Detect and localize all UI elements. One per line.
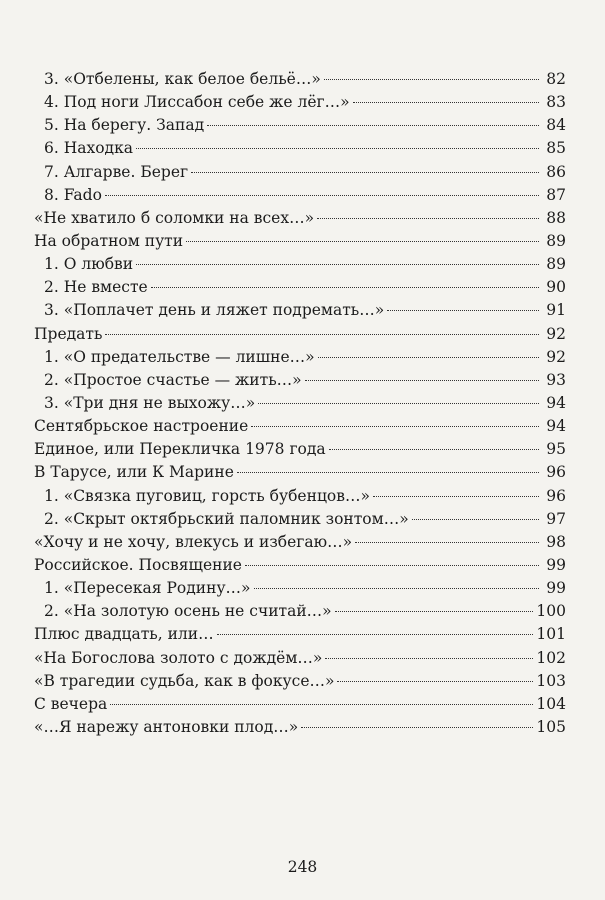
- toc-entry-title: На обратном пути: [34, 231, 184, 250]
- toc-entry-title: 8. Fado: [44, 185, 102, 204]
- toc-entry-title: 4. Под ноги Лиссабон себе же лёг…»: [44, 93, 350, 112]
- dot-leader: [245, 565, 539, 566]
- toc-entry: [34, 415, 566, 438]
- dot-leader: [207, 125, 539, 126]
- dot-leader: [237, 472, 539, 473]
- toc-entry: [34, 508, 566, 531]
- toc-entry: [34, 531, 566, 554]
- toc-entry: [34, 461, 566, 484]
- toc-entry: [34, 346, 566, 369]
- toc-entry-title: 5. На берегу. Запад: [44, 116, 205, 135]
- toc-entry-title: «Хочу и не хочу, влекусь и избегаю…»: [34, 532, 353, 551]
- toc-entry: [34, 392, 566, 415]
- toc-entry-title: 6. Находка: [44, 139, 134, 158]
- toc-entry-page: 92: [546, 324, 566, 343]
- toc-entry-page: 90: [546, 278, 566, 297]
- dot-leader: [324, 79, 539, 80]
- dot-leader: [355, 542, 539, 543]
- toc-entry-page: 104: [536, 694, 566, 713]
- dot-leader: [110, 704, 533, 705]
- toc-entry: [34, 323, 566, 346]
- dot-leader: [258, 403, 539, 404]
- toc-entry-title: 2. «Скрыт октябрьский паломник зонтом…»: [44, 509, 409, 528]
- dot-leader: [105, 195, 539, 196]
- toc-entry-page: 94: [546, 417, 566, 436]
- toc-entry-page: 96: [546, 463, 566, 482]
- toc-entry-page: 103: [536, 671, 566, 690]
- toc-entry: [34, 623, 566, 646]
- toc-entry-page: 94: [546, 393, 566, 412]
- toc-entry: [34, 230, 566, 253]
- toc-entry-page: 85: [546, 139, 566, 158]
- toc-entry: [34, 716, 566, 739]
- toc-entry-page: 101: [536, 625, 566, 644]
- toc-entry: [34, 137, 566, 160]
- dot-leader: [317, 218, 539, 219]
- toc-entry-title: 2. Не вместе: [44, 278, 148, 297]
- toc-entry-page: 98: [546, 532, 566, 551]
- dot-leader: [217, 634, 534, 635]
- dot-leader: [186, 241, 539, 242]
- toc-entry-page: 105: [536, 717, 566, 736]
- dot-leader: [191, 172, 539, 173]
- toc-entry: [34, 299, 566, 322]
- toc-entry-page: 82: [546, 70, 566, 88]
- toc-entry-title: «…Я нарежу антоновки плод…»: [34, 717, 299, 736]
- toc-entry-page: 100: [536, 602, 566, 621]
- toc-entry-page: 102: [536, 648, 566, 667]
- dot-leader: [329, 449, 539, 450]
- toc-entry-page: 92: [546, 347, 566, 366]
- toc-entry-page: 96: [546, 486, 566, 505]
- dot-leader: [305, 380, 539, 381]
- toc-entry-title: Плюс двадцать, или…: [34, 625, 214, 644]
- dot-leader: [151, 287, 539, 288]
- toc-entry-title: 3. «Три дня не выхожу…»: [44, 393, 256, 412]
- toc-entry: [34, 438, 566, 461]
- toc-entry: [34, 600, 566, 623]
- toc-entry-page: 99: [546, 555, 566, 574]
- toc-entry-title: В Тарусе, или К Марине: [34, 463, 234, 482]
- toc-entry-page: 83: [546, 93, 566, 112]
- toc-entry-page: 86: [546, 162, 566, 181]
- toc-entry-page: 89: [546, 231, 566, 250]
- dot-leader: [335, 611, 534, 612]
- dot-leader: [337, 681, 533, 682]
- dot-leader: [301, 727, 533, 728]
- dot-leader: [412, 519, 539, 520]
- toc-entry-page: 93: [546, 370, 566, 389]
- toc-entry-title: 1. «Пересекая Родину…»: [44, 579, 251, 598]
- toc-entry: [34, 485, 566, 508]
- toc-entry: [34, 207, 566, 230]
- toc-entry-page: 97: [546, 509, 566, 528]
- dot-leader: [353, 102, 539, 103]
- table-of-contents: [34, 68, 566, 739]
- toc-entry: [34, 670, 566, 693]
- toc-entry-title: 2. «Простое счастье — жить…»: [44, 370, 302, 389]
- dot-leader: [254, 588, 539, 589]
- toc-entry-page: 89: [546, 255, 566, 274]
- toc-entry-title: «Не хватило б соломки на всех…»: [34, 208, 315, 227]
- dot-leader: [325, 658, 533, 659]
- toc-entry-title: «В трагедии судьба, как в фокусе…»: [34, 671, 335, 690]
- toc-entry-title: Российское. Посвящение: [34, 555, 242, 574]
- toc-entry: [34, 369, 566, 392]
- toc-entry-title: 1. «Связка пуговиц, горсть бубенцов…»: [44, 486, 370, 505]
- toc-entry-title: С вечера: [34, 694, 108, 713]
- toc-entry-title: 3. «Отбелены, как белое бельё…»: [44, 70, 321, 88]
- toc-entry-page: 99: [546, 579, 566, 598]
- toc-entry-page: 87: [546, 185, 566, 204]
- toc-entry: [34, 577, 566, 600]
- toc-entry-page: 88: [546, 208, 566, 227]
- toc-entry-title: 3. «Поплачет день и ляжет подремать…»: [44, 301, 385, 320]
- dot-leader: [105, 334, 539, 335]
- toc-entry: [34, 554, 566, 577]
- dot-leader: [373, 496, 539, 497]
- toc-entry: [34, 253, 566, 276]
- toc-entry-title: Предать: [34, 324, 103, 343]
- toc-entry: [34, 647, 566, 670]
- dot-leader: [136, 264, 539, 265]
- toc-entry-title: Единое, или Перекличка 1978 года: [34, 440, 326, 459]
- toc-entry: [34, 161, 566, 184]
- dot-leader: [387, 310, 539, 311]
- toc-entry-page: 84: [546, 116, 566, 135]
- toc-entry: [34, 91, 566, 114]
- toc-entry-title: 1. «О предательстве — лишне…»: [44, 347, 315, 366]
- toc-entry: [34, 114, 566, 137]
- toc-entry: [34, 276, 566, 299]
- toc-entry-page: 95: [546, 440, 566, 459]
- dot-leader: [318, 357, 539, 358]
- toc-entry: [34, 693, 566, 716]
- page-number: 248: [287, 858, 318, 876]
- toc-entry-title: 2. «На золотую осень не считай…»: [44, 602, 332, 621]
- toc-entry-page: 91: [546, 301, 566, 320]
- toc-entry-title: Сентябрьское настроение: [34, 417, 249, 436]
- toc-entry-title: 1. О любви: [44, 255, 134, 274]
- toc-entry: [34, 68, 566, 91]
- dot-leader: [136, 148, 539, 149]
- dot-leader: [251, 426, 539, 427]
- toc-entry: [34, 184, 566, 207]
- toc-entry-title: «На Богослова золото с дождём…»: [34, 648, 323, 667]
- toc-entry-title: 7. Алгарве. Берег: [44, 162, 189, 181]
